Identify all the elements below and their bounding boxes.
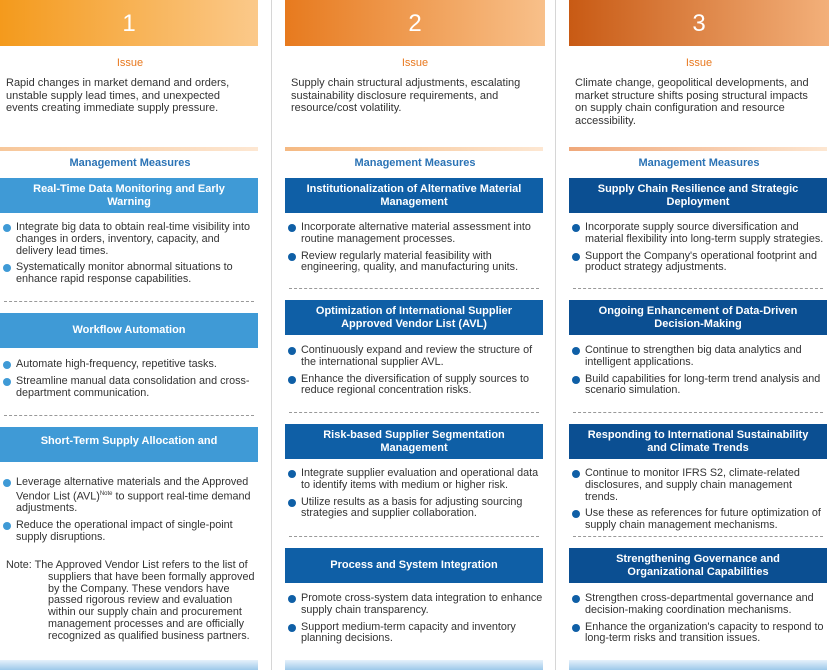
list-item: Enhance the diversification of supply sources to reduce regional concentration risks. — [285, 374, 543, 398]
list-item: Continue to strengthen big data analytics and intelligent applications. — [569, 345, 827, 369]
bullet-dot-icon — [572, 347, 580, 355]
list-item: Review regularly material feasibility with engineering, quality, and manufacturing units. — [285, 251, 543, 275]
issue-label: Issue — [685, 57, 713, 69]
bullet-dot-icon — [3, 224, 11, 232]
bullet-dot-icon — [572, 253, 580, 261]
measures-label: Management Measures — [69, 157, 191, 169]
issue-divider — [285, 147, 543, 151]
dashed-divider — [289, 412, 539, 413]
measures-label: Management Measures — [354, 157, 476, 169]
dashed-divider — [573, 412, 823, 413]
bullet-dot-icon — [3, 378, 11, 386]
list-item: Strengthen cross-departmental governance and decision-making coordination mechanisms. — [569, 593, 827, 617]
column-divider — [271, 0, 272, 670]
list-item: Build capabilities for long-term trend analysis and scenario simulation. — [569, 374, 827, 398]
dashed-divider — [4, 415, 254, 416]
bullet-dot-icon — [572, 470, 580, 478]
bullet-dot-icon — [288, 595, 296, 603]
measure-bullets — [285, 222, 543, 279]
note-text: The Approved Vendor List refers to the list of suppliers that have been formally approved by the Company. These vendors have passed rigorous review and evaluation within our supply chain and procurement management processes and are officially recognized as qualified business partners. — [34, 559, 255, 642]
bullet-dot-icon — [288, 624, 296, 632]
measure-title: Responding to International Sustainability and Climate Trends — [569, 424, 827, 459]
list-item: Promote cross-system data integration to enhance supply chain transparency. — [285, 593, 543, 617]
issue-divider — [569, 147, 827, 151]
list-item: Reduce the operational impact of single-point supply disruptions. — [0, 520, 258, 544]
measure-title: Strengthening Governance and Organizational Capabilities — [569, 548, 827, 583]
footer-bar — [569, 660, 827, 670]
issue-text: Supply chain structural adjustments, escalating sustainability disclosure requirements, and resource/cost volatility. — [291, 77, 521, 114]
column-3 — [569, 0, 829, 670]
footer-bar — [285, 660, 543, 670]
column-number: 1 — [0, 0, 258, 46]
measure-title: Institutionalization of Alternative Material Management — [285, 178, 543, 213]
bullet-dot-icon — [3, 361, 11, 369]
list-item: Incorporate alternative material assessment into routine management processes. — [285, 222, 543, 246]
bullet-dot-icon — [3, 522, 11, 530]
measure-bullets — [285, 345, 543, 402]
dashed-divider — [573, 288, 823, 289]
column-number: 2 — [285, 0, 545, 46]
measure-bullets — [0, 359, 258, 404]
bullet-dot-icon — [572, 624, 580, 632]
bullet-dot-icon — [288, 499, 296, 507]
measure-bullets — [569, 222, 827, 279]
bullet-dot-icon — [288, 376, 296, 384]
dashed-divider — [4, 301, 254, 302]
bullet-dot-icon — [572, 595, 580, 603]
bullet-dot-icon — [3, 479, 11, 487]
column-1 — [0, 0, 260, 670]
list-item: Continuously expand and review the structure of the international supplier AVL. — [285, 345, 543, 369]
list-item: Leverage alternative materials and the Approved Vendor List (AVL)$^{Note}$ to support real-time demand adjustments. — [0, 477, 258, 515]
bullet-dot-icon — [572, 376, 580, 384]
list-item: Streamline manual data consolidation and cross-department communication. — [0, 376, 258, 400]
measure-bullets — [569, 593, 827, 650]
footer-bar — [0, 660, 258, 670]
dashed-divider — [573, 536, 823, 537]
note-label: Note: — [6, 559, 32, 571]
bullet-dot-icon — [572, 224, 580, 232]
issue-label: Issue — [401, 57, 429, 69]
bullet-dot-icon — [288, 470, 296, 478]
issue-label: Issue — [116, 57, 144, 69]
list-item: Use these as references for future optimization of supply chain management mechanisms. — [569, 508, 827, 532]
bullet-dot-icon — [288, 224, 296, 232]
bullet-dot-icon — [572, 510, 580, 518]
measure-title: Optimization of International Supplier Approved Vendor List (AVL) — [285, 300, 543, 335]
footnote — [6, 560, 256, 643]
dashed-divider — [289, 288, 539, 289]
measure-bullets — [0, 477, 258, 549]
issue-divider — [0, 147, 258, 151]
list-item: Integrate big data to obtain real-time visibility into changes in orders, inventory, capacity, and delivery lead times. — [0, 222, 258, 257]
measure-bullets — [285, 468, 543, 525]
measure-bullets — [569, 468, 827, 537]
issue-text: Climate change, geopolitical developments, and market structure shifts posing structural impacts on supply chain configuration and resource accessibility. — [575, 77, 809, 127]
list-item: Support the Company's operational footprint and product strategy adjustments. — [569, 251, 827, 275]
measure-bullets — [569, 345, 827, 402]
measure-title: Supply Chain Resilience and Strategic Deployment — [569, 178, 827, 213]
dashed-divider — [289, 536, 539, 537]
measure-title: Process and System Integration — [285, 548, 543, 583]
bullet-dot-icon — [3, 264, 11, 272]
column-number: 3 — [569, 0, 829, 46]
list-item: Automate high-frequency, repetitive tasks. — [0, 359, 258, 371]
list-item: Utilize results as a basis for adjusting sourcing strategies and supplier collaboration. — [285, 497, 543, 521]
list-item: Continue to monitor IFRS S2, climate-related disclosures, and supply chain management trends. — [569, 468, 827, 503]
list-item: Incorporate supply source diversification and material flexibility into long-term supply strategies. — [569, 222, 827, 246]
measures-label: Management Measures — [638, 157, 760, 169]
measure-title: Real-Time Data Monitoring and Early Warning — [0, 178, 258, 213]
issue-text: Rapid changes in market demand and orders, unstable supply lead times, and unexpected events creating immediate supply pressure. — [6, 77, 230, 114]
measure-title: Ongoing Enhancement of Data-Driven Decision-Making — [569, 300, 827, 335]
column-divider — [555, 0, 556, 670]
measure-bullets — [0, 222, 258, 291]
list-item: Support medium-term capacity and inventory planning decisions. — [285, 622, 543, 646]
measure-title: Workflow Automation — [0, 313, 258, 348]
measure-title: Risk-based Supplier Segmentation Management — [285, 424, 543, 459]
bullet-dot-icon — [288, 347, 296, 355]
measure-bullets — [285, 593, 543, 650]
list-item: Integrate supplier evaluation and operational data to identify items with medium or higher risk. — [285, 468, 543, 492]
list-item: Systematically monitor abnormal situations to enhance rapid response capabilities. — [0, 262, 258, 286]
bullet-dot-icon — [288, 253, 296, 261]
measure-title: Short-Term Supply Allocation and — [0, 427, 258, 462]
list-item: Enhance the organization's capacity to respond to long-term risks and transition issues. — [569, 622, 827, 646]
column-2 — [285, 0, 545, 670]
